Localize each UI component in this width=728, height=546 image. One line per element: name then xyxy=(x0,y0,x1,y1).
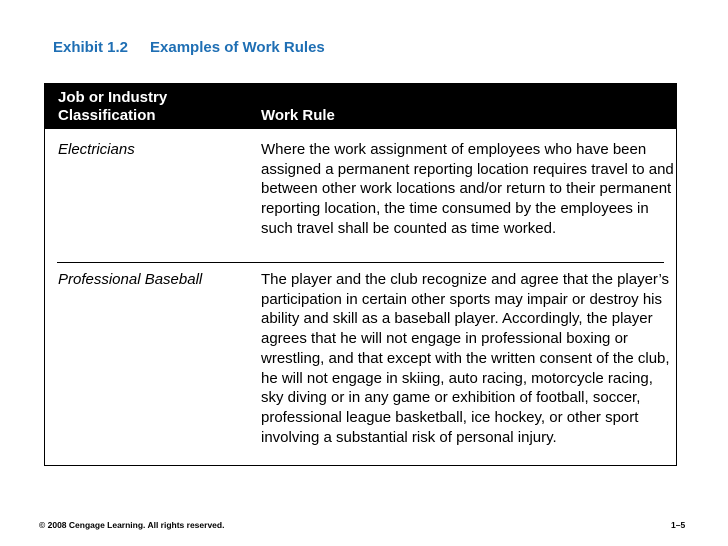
work-rule-text: The player and the club recognize and agree that the player’s participation in certain other sports may impair or destroy his ability and skill as a baseball player. Accordingly, the player agrees that he will not engage in professional boxing or wrestling, and that except with the written consent of the club, he will not engage in skiing, auto racing, motorcycle racing, sky diving or in any game or exhibition of football, soccer, professional league basketball, ice hockey, or other sport involving a substantial risk of personal injury. xyxy=(261,271,670,446)
job-classification: Professional Baseball xyxy=(58,271,203,288)
header-work-rule: Work Rule xyxy=(261,107,335,124)
exhibit-number: Exhibit 1.2 xyxy=(53,39,129,56)
header-classification-line1: Job or Industry xyxy=(58,89,168,106)
table-header xyxy=(45,84,676,129)
exhibit-title xyxy=(53,39,325,56)
exhibit-caption: Examples of Work Rules xyxy=(150,39,325,56)
header-classification-line2: Classification xyxy=(58,107,156,124)
work-rule-text: Where the work assignment of employees who have been assigned a permanent reporting location requires travel to and between other work locations and/or return to their permanent reporting location, the time consumed by the employees in such travel shall be counted as time worked. xyxy=(261,141,674,237)
work-rules-table xyxy=(44,83,677,466)
header-classification xyxy=(58,89,238,125)
row-divider xyxy=(57,262,664,263)
copyright-notice: © 2008 Cengage Learning. All rights reserved. xyxy=(39,520,225,530)
job-classification: Electricians xyxy=(58,141,135,158)
page-number: 1–5 xyxy=(671,520,686,530)
